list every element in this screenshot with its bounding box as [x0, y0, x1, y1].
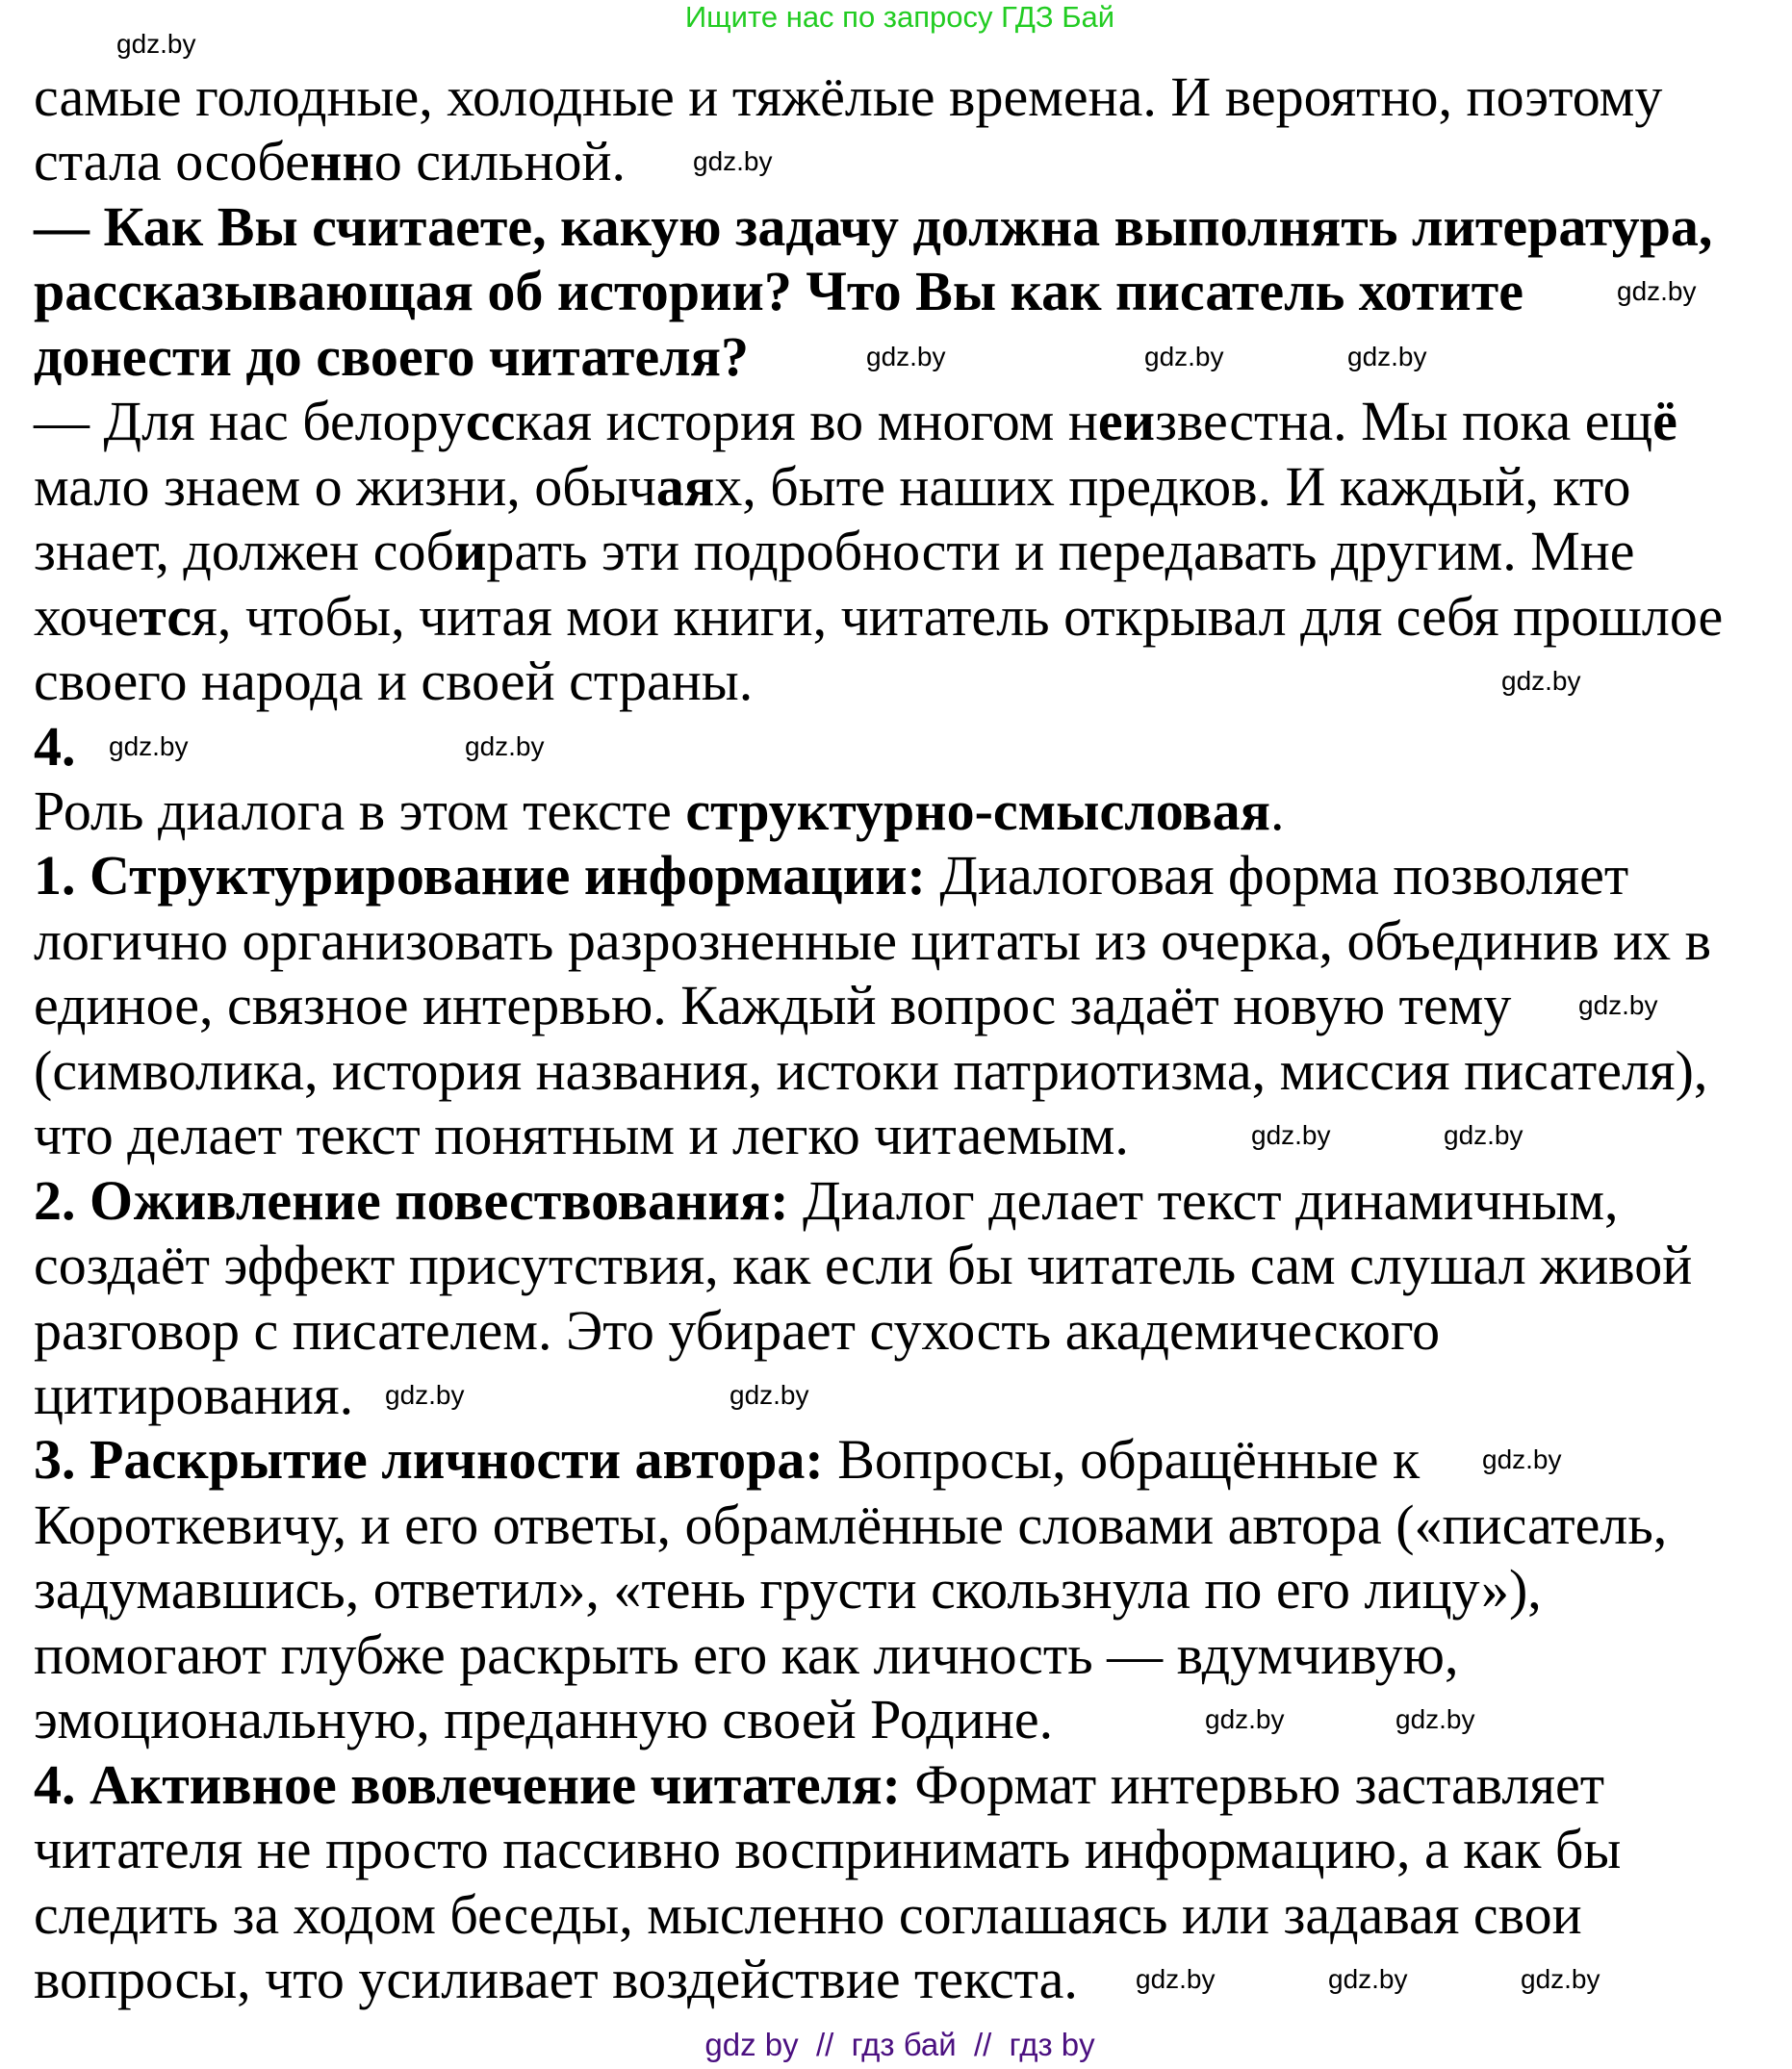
text-segment: эмоциональную, преданную своей Родине.: [34, 1688, 1054, 1751]
text-line: [34, 714, 76, 779]
watermark: gdz.by: [1501, 666, 1581, 697]
bold-text: ё: [1652, 390, 1677, 453]
text-line: [34, 454, 1631, 520]
text-segment: Диалог делает текст динамичным,: [788, 1168, 1619, 1232]
text-segment: звестна. Мы пока ещ: [1155, 390, 1653, 453]
text-segment: знает, должен соб: [34, 520, 454, 583]
text-segment: Короткевичу, и его ответы, обрамлённые словами автора («писатель,: [34, 1493, 1668, 1556]
text-line: [34, 1427, 1420, 1493]
watermark: gdz.by: [1205, 1704, 1285, 1735]
watermark: gdz.by: [730, 1380, 809, 1410]
text-line: [34, 1298, 1440, 1364]
bold-text: нн: [309, 130, 374, 193]
watermark: gdz.by: [1251, 1120, 1331, 1151]
text-segment: логично организовать разрозненные цитаты из очерка, объединив их в: [34, 908, 1712, 972]
watermark: gdz.by: [866, 341, 946, 371]
watermark: gdz.by: [1328, 1964, 1408, 1995]
text-segment: что делает текст понятным и легко читаемым.: [34, 1104, 1129, 1167]
search-hint-header: Ищите нас по запросу ГДЗ Бай: [684, 0, 1115, 34]
text-line: [34, 194, 1712, 260]
bold-text: и: [453, 520, 487, 583]
text-line: [34, 1233, 1692, 1298]
text-segment: о сильной.: [373, 130, 627, 193]
watermark: gdz.by: [1144, 341, 1224, 371]
text-line: [34, 1038, 1707, 1104]
bold-text: структурно-смысловая: [685, 779, 1270, 842]
text-line: [34, 259, 1523, 324]
watermark: gdz.by: [1521, 1964, 1600, 1995]
text-segment: помогают глубже раскрыть его как личность — вдумчивую,: [34, 1622, 1459, 1686]
bold-text: 1. Структурирование информации:: [34, 844, 926, 907]
bold-text: рассказывающая об истории? Что Вы как писатель хотите: [34, 260, 1523, 323]
text-segment: хоче: [34, 584, 140, 648]
text-line: [34, 584, 1723, 650]
bold-text: донести до своего читателя?: [34, 324, 749, 388]
text-segment: — Для нас белору: [34, 390, 466, 453]
bold-text: ая: [655, 454, 715, 518]
text-segment: я, чтобы, читая мои книги, читатель открывал для себя прошлое: [192, 584, 1724, 648]
text-line: [34, 1817, 1621, 1882]
bold-text: 2. Оживление повествования:: [34, 1168, 789, 1232]
text-line: [34, 843, 1628, 908]
text-line: [34, 1882, 1582, 1948]
text-line: [34, 649, 753, 714]
text-line: [34, 1687, 1053, 1752]
watermark: gdz.by: [1578, 990, 1658, 1021]
text-segment: Роль диалога в этом тексте: [34, 779, 686, 842]
text-segment: Диалоговая форма позволяет: [925, 844, 1629, 907]
footer-links: gdz by // гдз бай // гдз by: [704, 2027, 1095, 2062]
text-segment: цитирования.: [34, 1364, 354, 1426]
watermark: gdz.by: [1482, 1444, 1562, 1475]
text-segment: стала особе: [34, 130, 310, 193]
text-segment: создаёт эффект присутствия, как если бы читатель сам слушал живой: [34, 1234, 1693, 1297]
text-line: [34, 1103, 1129, 1168]
text-line: [34, 1752, 1604, 1818]
text-line: [34, 1622, 1458, 1688]
text-segment: Вопросы, обращённые к: [823, 1428, 1421, 1492]
text-line: [34, 1493, 1667, 1558]
bold-text: сс: [465, 390, 516, 453]
text-segment: х, быте наших предков. И каждый, кто: [714, 454, 1631, 518]
text-line: [34, 389, 1677, 454]
text-line: [34, 1168, 1619, 1234]
watermark: gdz.by: [109, 730, 189, 761]
text-segment: .: [1269, 779, 1285, 842]
watermark: gdz.by: [1617, 276, 1697, 307]
text-segment: (символика, история названия, истоки патриотизма, миссия писателя),: [34, 1038, 1708, 1102]
text-segment: своего народа и своей страны.: [34, 650, 754, 713]
bold-text: еи: [1097, 390, 1156, 453]
text-line: [34, 129, 626, 194]
text-segment: следить за ходом беседы, мысленно соглашаясь или задавая свои: [34, 1882, 1582, 1946]
watermark: gdz.by: [465, 730, 545, 761]
watermark: gdz.by: [385, 1380, 465, 1410]
text-segment: мало знаем о жизни, обыч: [34, 454, 656, 518]
text-segment: читателя не просто пассивно воспринимать информацию, а как бы: [34, 1818, 1622, 1881]
text-line: [34, 973, 1511, 1038]
watermark: gdz.by: [693, 146, 773, 177]
text-segment: кая история во многом н: [515, 390, 1098, 453]
watermark: gdz.by: [1444, 1120, 1523, 1151]
bold-text: 3. Раскрытие личности автора:: [34, 1428, 824, 1492]
bold-text: 4.: [34, 714, 76, 778]
text-segment: вопросы, что усиливает воздействие текста.: [34, 1948, 1078, 2011]
watermark: gdz.by: [1395, 1704, 1475, 1735]
text-line: [34, 908, 1711, 974]
watermark: gdz.by: [116, 29, 196, 59]
bold-text: — Как Вы считаете, какую задачу должна выполнять литература,: [34, 194, 1713, 258]
watermark: gdz.by: [1347, 341, 1427, 371]
text-segment: задумавшись, ответил», «тень грусти скользнула по его лицу»),: [34, 1558, 1542, 1622]
text-segment: единое, связное интервью. Каждый вопрос задаёт новую тему: [34, 974, 1512, 1037]
bold-text: тс: [139, 584, 192, 648]
text-line: [34, 779, 1284, 844]
text-line: [34, 1557, 1542, 1622]
watermark: gdz.by: [1136, 1964, 1216, 1995]
text-segment: разговор с писателем. Это убирает сухость академического: [34, 1298, 1441, 1362]
text-line: [34, 324, 749, 390]
text-segment: Формат интервью заставляет: [900, 1752, 1605, 1816]
text-segment: самые голодные, холодные и тяжёлые времена. И вероятно, поэтому: [34, 65, 1663, 128]
text-line: [34, 519, 1635, 584]
text-line: [34, 1947, 1078, 2012]
bold-text: 4. Активное вовлечение читателя:: [34, 1752, 901, 1816]
text-line: [34, 64, 1662, 130]
text-segment: рать эти подробности и передавать другим. Мне: [486, 520, 1635, 583]
text-line: [34, 1363, 353, 1428]
